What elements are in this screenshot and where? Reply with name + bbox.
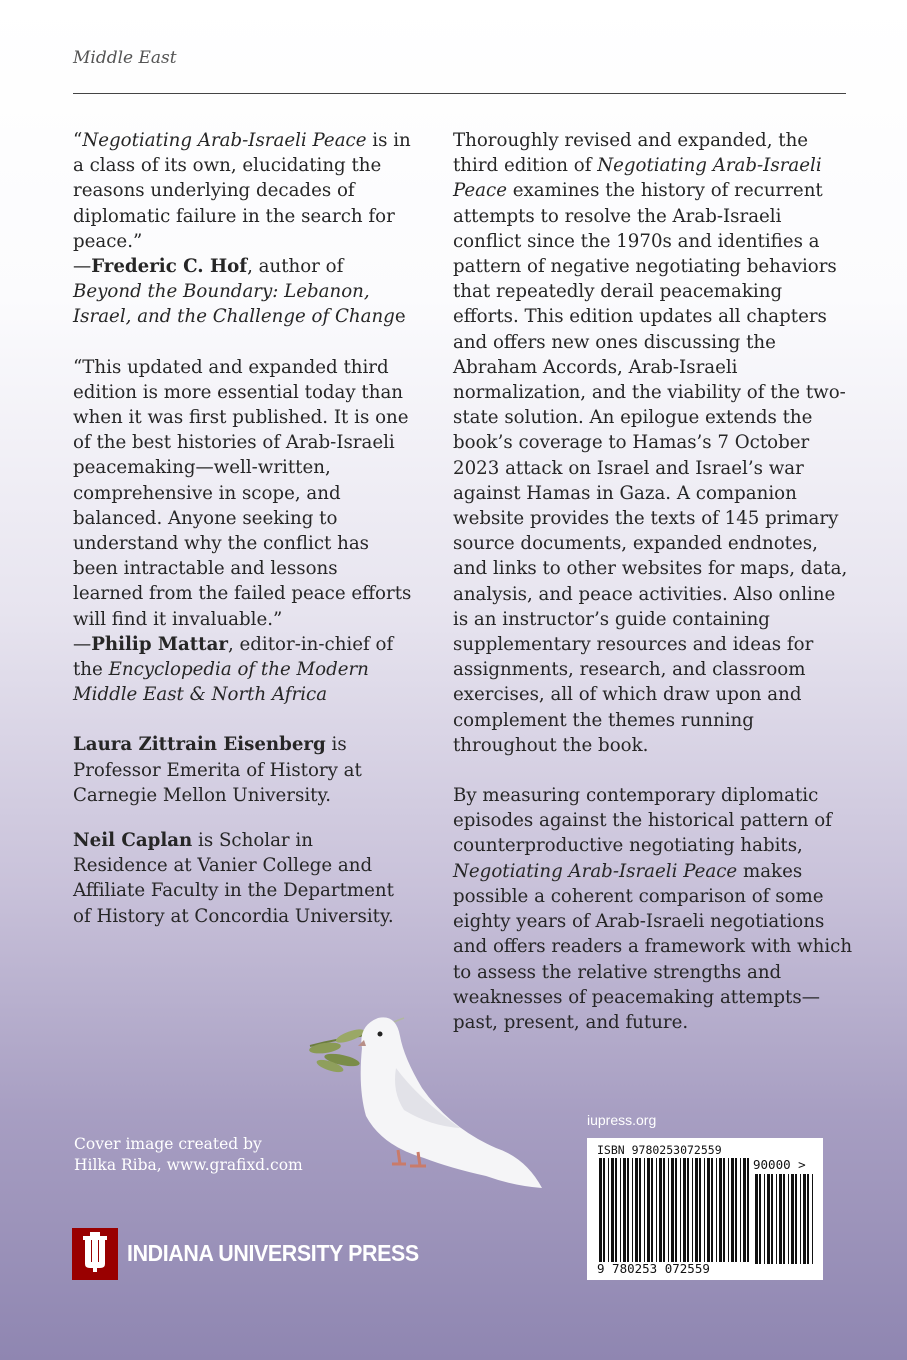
barcode-bar	[668, 1158, 669, 1262]
description-paragraph-2	[453, 783, 853, 1035]
description-paragraph-1	[453, 128, 853, 758]
description-1b: examines the history of recurrent attempts to resolve the Arab-Israeli conflict since the 1970s and identifies a pattern of negative negotiating behaviors that repeatedly derail peacemaking efforts. This edition updates all chapters and offers new ones discussing the Abraham Accords, Arab-Israeli normalization, and the viability of the two-state solution. An epilogue extends the book’s coverage to Hamas’s 7 October 2023 attack on Israel and Israel’s war against Hamas in Gaza. A companion website provides the texts of 145 primary source documents, expanded endnotes, and links to other websites for maps, data, analysis, and peace activities. Also online is an instructor’s guide containing supplementary resources and ideas for assignments, research, and classroom exercises, all of which draw upon and complement the themes running throughout the book.	[453, 180, 848, 756]
quote-2-book-title: Encyclopedia of the Modern Middle East & North Africa	[73, 659, 369, 706]
category-label: Middle East	[73, 48, 177, 68]
barcode-bar	[608, 1158, 609, 1262]
quote-1-book-title-end: e	[394, 306, 406, 328]
barcode-bar	[623, 1158, 626, 1262]
quote-1-attribution	[73, 254, 413, 330]
barcode-bar	[776, 1174, 777, 1264]
quote-1-title: Negotiating Arab-Israeli Peace	[82, 130, 367, 151]
barcode-bar	[711, 1158, 713, 1262]
barcode-bar	[716, 1158, 717, 1262]
barcode-bars	[599, 1158, 749, 1262]
barcode-bar	[731, 1158, 734, 1262]
left-column	[73, 128, 413, 929]
barcode-bar	[659, 1158, 662, 1262]
barcode-bar	[800, 1174, 801, 1264]
author-bio-2-text: is Scholar in Residence at Vanier College and Affiliate Faculty in the Department of History at Concordia University.	[73, 830, 394, 927]
barcode-bar	[644, 1158, 645, 1262]
quote-1-book-title: Beyond the Boundary: Lebanon, Israel, and the Challenge of Chang	[73, 281, 395, 328]
barcode-bar	[719, 1158, 722, 1262]
barcode-bar	[663, 1158, 665, 1262]
barcode-bar	[699, 1158, 701, 1262]
header-rule	[73, 93, 846, 94]
author-name-2: Neil Caplan	[73, 830, 193, 852]
author-name-1: Laura Zittrain Eisenberg	[73, 734, 326, 756]
description-1a: Thoroughly revised and expanded, the third edition of	[453, 130, 809, 177]
barcode-bar	[675, 1158, 677, 1262]
barcode-bar	[639, 1158, 641, 1262]
isbn-digits: 9 780253 072559	[597, 1261, 710, 1276]
barcode-bar	[723, 1158, 725, 1262]
author-bio-1-text: is Professor Emerita of History at Carnegie Mellon University.	[73, 734, 362, 806]
barcode-bar	[743, 1158, 746, 1262]
quote-2-dash: —	[73, 633, 92, 655]
barcode-bar	[740, 1158, 741, 1262]
quote-1-dash: —	[73, 256, 92, 278]
quote-1	[73, 128, 413, 254]
barcode-bar	[759, 1174, 761, 1264]
quote-2: “This updated and expanded third edition is more essential today than when it was first published. It is one of the best histories of Arab-Israeli peacemaking—well-written, comprehensive in scope, and balanced. Anyone seeking to understand why the conflict has been intractable and lessons learned from the failed peace efforts will find it invaluable.”	[73, 356, 412, 630]
barcode-bar	[611, 1158, 614, 1262]
description-2b: makes possible a coherent comparison of some eighty years of Arab-Israeli negotiations and offers readers a framework with which to assess the relative strengths and weaknesses of peacemaking attempts—past, present, and future.	[453, 860, 853, 1033]
barcode-bar	[687, 1158, 689, 1262]
quote-2-attribution	[73, 632, 413, 708]
cover-credit-line-2: Hilka Riba, www.grafixd.com	[74, 1156, 303, 1174]
barcode-bar	[755, 1174, 758, 1264]
barcode-bar	[764, 1174, 765, 1264]
barcode-bar	[783, 1174, 785, 1264]
barcode-bar	[692, 1158, 693, 1262]
barcode-bar	[735, 1158, 737, 1262]
description-1-title: Negotiating Arab-Israeli Peace	[453, 155, 822, 202]
cover-credit	[74, 1134, 303, 1176]
barcode-bar	[795, 1174, 797, 1264]
barcode-bar	[680, 1158, 681, 1262]
quote-2-role: , editor-in-chief of the	[73, 633, 394, 681]
barcode-bar	[791, 1174, 794, 1264]
cover-credit-line-1: Cover image created by	[74, 1135, 262, 1153]
barcode-bar	[632, 1158, 633, 1262]
isbn-label: ISBN 9780253072559	[597, 1143, 722, 1157]
barcode-bar	[803, 1174, 806, 1264]
barcode-addon-bars	[755, 1174, 813, 1264]
barcode-bar	[599, 1158, 602, 1262]
barcode-bar	[704, 1158, 705, 1262]
barcode-bar	[771, 1174, 773, 1264]
isbn-barcode	[587, 1138, 823, 1280]
barcode-bar	[656, 1158, 657, 1262]
quote-1-author: Frederic C. Hof	[91, 256, 248, 278]
barcode-bar	[812, 1174, 813, 1264]
quote-1-open: “	[73, 130, 83, 151]
barcode-bar	[620, 1158, 621, 1262]
barcode-bar	[651, 1158, 653, 1262]
barcode-bar	[683, 1158, 686, 1262]
publisher-url[interactable]: iupress.org	[587, 1112, 657, 1128]
barcode-bar	[671, 1158, 674, 1262]
quote-1-text: is in a class of its own, elucidating the reasons underlying decades of diplomatic failure in the search for peace.”	[73, 130, 411, 252]
barcode-bar	[788, 1174, 789, 1264]
price-code: 90000 >	[753, 1157, 806, 1172]
iu-trident-logo-icon	[72, 1228, 118, 1280]
author-bio-2	[73, 828, 413, 929]
barcode-bar	[615, 1158, 617, 1262]
publisher-name: INDIANA UNIVERSITY PRESS	[127, 1240, 419, 1266]
author-bio-1	[73, 732, 413, 808]
barcode-bar	[603, 1158, 605, 1262]
barcode-bar	[635, 1158, 638, 1262]
description-2-title: Negotiating Arab-Israeli Peace	[453, 860, 738, 882]
barcode-bar	[627, 1158, 629, 1262]
quote-2-author: Philip Mattar	[91, 633, 228, 655]
quote-1-role: , author of	[247, 256, 344, 278]
barcode-bar	[728, 1158, 729, 1262]
barcode-bar	[647, 1158, 650, 1262]
dove-with-olive-branch-icon	[300, 1008, 550, 1198]
barcode-bar	[747, 1158, 749, 1262]
description-2a: By measuring contemporary diplomatic episodes against the historical pattern of counterproductive negotiating habits,	[453, 785, 832, 857]
barcode-bar	[779, 1174, 782, 1264]
barcode-bar	[707, 1158, 710, 1262]
barcode-bar	[807, 1174, 809, 1264]
barcode-bar	[767, 1174, 770, 1264]
right-column	[453, 128, 853, 1035]
barcode-bar	[695, 1158, 698, 1262]
